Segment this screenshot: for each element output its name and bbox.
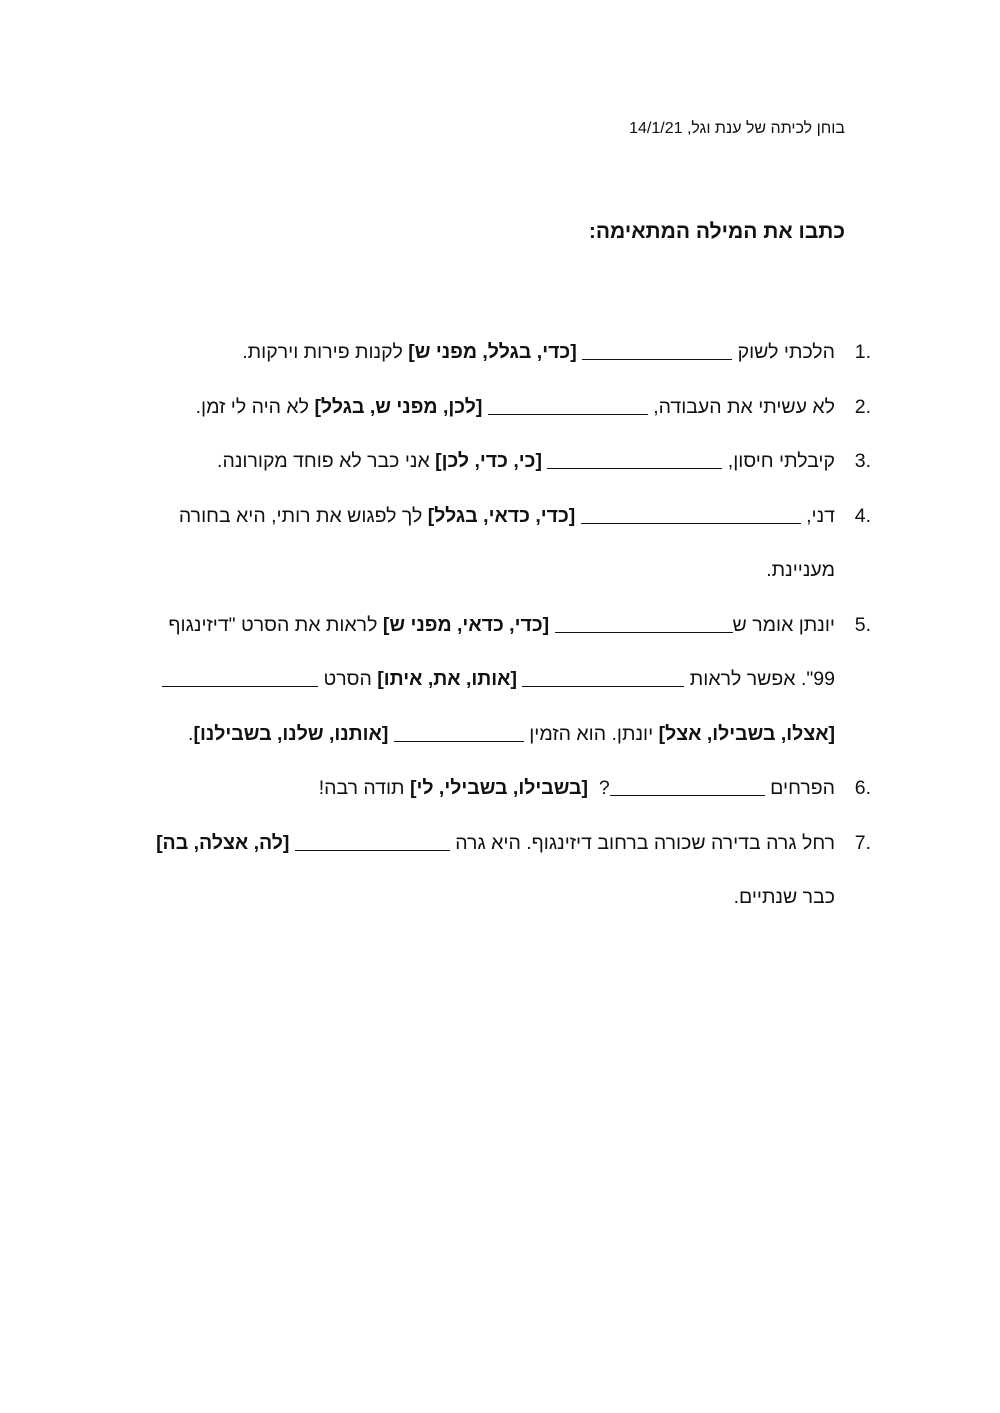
answer-options: [אצלו, בשבילו, אצל] <box>658 722 835 745</box>
question-text: כבר שנתיים. <box>733 886 835 908</box>
question-text: דני, <box>806 504 835 527</box>
answer-blank[interactable] <box>581 505 801 524</box>
question-number: 3. <box>854 450 871 472</box>
question-text: יונתן אומר ש <box>732 613 835 636</box>
answer-options: [אותו, את, איתו] <box>377 668 517 690</box>
question-number: 5. <box>854 613 871 636</box>
question-number: 1. <box>854 341 871 363</box>
question-line <box>40 761 835 816</box>
question-1 <box>40 325 871 380</box>
answer-blank[interactable] <box>295 832 450 851</box>
answer-options: [לה, אצלה, בה] <box>156 831 290 854</box>
answer-options: [אותנו, שלנו, בשבילנו] <box>193 722 389 745</box>
answer-blank[interactable] <box>488 396 648 415</box>
question-text: הסרט <box>323 668 372 690</box>
question-line <box>40 325 835 380</box>
question-line <box>40 380 835 435</box>
question-number: 4. <box>854 504 871 527</box>
question-6 <box>40 761 871 816</box>
answer-options: [לכן, מפני ש, בגלל] <box>314 395 483 418</box>
test-header: בוחן לכיתה של ענת וגל, 14/1/21 <box>629 120 845 137</box>
question-text: לא היה לי זמן. <box>195 395 310 418</box>
question-text: 99". אפשר לראות <box>689 668 835 690</box>
question-7 <box>40 816 871 925</box>
question-text: אני כבר לא פוחד מקורונה. <box>217 450 430 472</box>
question-text: יונתן. הוא הזמין <box>529 722 654 745</box>
question-number: 6. <box>854 777 871 799</box>
question-list <box>40 325 871 925</box>
question-line <box>40 652 835 707</box>
question-text: . <box>188 722 194 745</box>
question-line <box>40 870 835 925</box>
question-text: לא עשיתי את העבודה, <box>653 395 835 418</box>
question-text: לראות את הסרט "דיזינגוף <box>168 613 378 636</box>
answer-blank[interactable] <box>394 723 524 742</box>
question-number: 7. <box>854 831 871 854</box>
answer-blank[interactable] <box>522 668 684 687</box>
question-text: מעניינת. <box>766 559 835 581</box>
answer-options: [כדי, כדאי, מפני ש] <box>382 613 550 636</box>
question-text: הלכתי לשוק <box>737 341 835 363</box>
question-4 <box>40 489 871 598</box>
question-text: רחל גרה בדירה שכורה ברחוב דיזינגוף. היא גרה <box>455 831 835 854</box>
question-text: קיבלתי חיסון, <box>727 450 835 472</box>
answer-options: [כדי, כדאי, בגלל] <box>427 504 576 527</box>
answer-options: [בשבילו, בשבילי, לי] <box>409 777 589 799</box>
question-line <box>40 707 835 762</box>
question-text: לקנות פירות וירקות. <box>242 341 403 363</box>
question-5 <box>40 598 871 762</box>
question-line <box>40 434 835 489</box>
answer-blank[interactable] <box>610 777 765 796</box>
question-3 <box>40 434 871 489</box>
question-2 <box>40 380 871 435</box>
question-line <box>40 489 835 544</box>
instruction-heading: כתבו את המילה המתאימה: <box>588 220 845 243</box>
answer-blank[interactable] <box>555 614 733 633</box>
question-text: הפרחים <box>770 777 835 799</box>
answer-blank[interactable] <box>162 668 318 687</box>
question-text: לך לפגוש את רותי, היא בחורה <box>178 504 423 527</box>
question-line <box>40 543 835 598</box>
question-mark: ? <box>598 777 610 799</box>
question-line <box>40 598 835 653</box>
question-line <box>40 816 835 871</box>
answer-blank[interactable] <box>547 450 722 469</box>
answer-options: [כי, כדי, לכן] <box>435 450 542 472</box>
answer-blank[interactable] <box>582 341 732 360</box>
question-number: 2. <box>854 395 871 418</box>
question-text: תודה רבה! <box>318 777 405 799</box>
answer-options: [כדי, בגלל, מפני ש] <box>408 341 577 363</box>
